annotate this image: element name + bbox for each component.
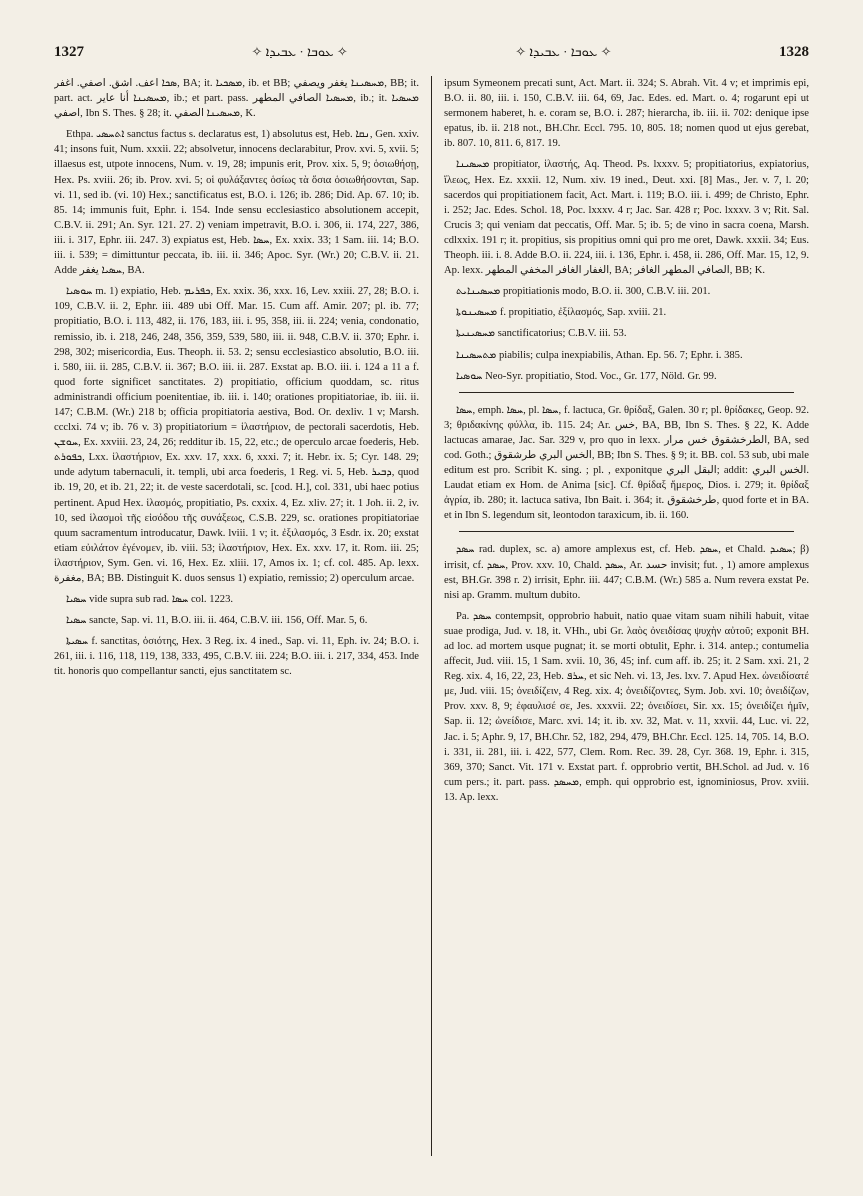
entry: ܚܘܣܝܐ Neo-Syr. propitiatio, Stod. Voc., Gr. 177, Nöld. Gr. 99.: [456, 370, 717, 382]
entry: ܡܚܣܝܢܝܬܐ sanctificatorius; C.B.V. iii. 53.: [456, 328, 627, 340]
entry: ipsum Symeonem precati sunt, Act. Mart. ii. 324; S. Abrah. Vit. 4 v; et imprimis epi, B.O. ii. 80, iii. i. 150, C.B.V. iii. 64, 69, Jac. Edes. ed. Mart. o. 4; rogarunt epi ut sermonem haberet, h. e. coram se, B.O. i. 287; hierarcha, ib. iii. ii. 702: denique ipse epatus, ib. ii. 218 not., BH.Chr. Eccl. 795. 10, 805. 18; nomen quod ut ejus gerebat, ib. 807. 10, 811. 6, 817. 19.: [444, 78, 809, 150]
page-header: [54, 40, 809, 64]
running-head-right: ✧ ܥܘܒܐ · ܥܒܝܕܐ ✧: [515, 44, 612, 59]
entry: ܡܬܚܣܝܢܐ piabilis; culpa inexpiabilis, Athan. Ep. 56. 7; Ephr. i. 385.: [456, 349, 743, 361]
entry: ܚܣܝܐ sancte, Sap. vi. 11, B.O. iii. ii. 464, C.B.V. iii. 156, Off. Mar. 5, 6.: [66, 615, 368, 627]
running-head-left: ✧ ܥܘܒܐ · ܥܒܝܕܐ ✧: [251, 44, 348, 59]
entry: ܚܣܝܬܐ f. sanctitas, ὁσιότης, Hex. 3 Reg. ix. 4 ined., Sap. vi. 11, Eph. iv. 24; B.O. i. 261, iii. i. 116, 118, 119, 138, 333, 495, C.B.V. iii. 224; B.O. iii. i. 217, 334, 453. Inde tit. honoris quo compellantur sancti, ejus sanctitatem sc.: [54, 636, 419, 678]
entry: ܚܘܣܝܐ m. 1) expiatio, Heb. ܟܦܪܝܡ, Ex. xxix. 36, xxx. 16, Lev. xxiii. 27, 28; B.O. i. 109, C.B.V. ii. 2, Ephr. iii. 489 ubi Off. Mar. 15. Cum aff. Amir. 207; pl. ib. 77; propitiatio, B.O. i. 113, 482, ii. 176, 183, iii. i. 95, 358, iii. ii. 224; venia, condonatio, remissio, ib. i. 218, 246, 248, 356, 359, 539, 580, iii. ii. 948, C.B.V. ii. 370; Ephr. i. 298, 302; misericordia, Eus. Theoph. ii. 53. 2; sensu ecclesiastico absolutio, B.O. iii. i. 580, iii. ii. 285, C.B.V. ii. 367; B.O. iii. ii. 287. Exstat ap. B.O. iii. i. 124 a 11 a f. quod forte significet sanctitates. 2) propitiatio, officium quoddam, sc. ritus administrandi officium poenitentiae, ib. iii. i. 140; orationes propitiatoriae, ib. iii. ii. 147; C.B.M. (Wr.) 218 b; officia propitiatoria aestiva, Bod. Or. dexliv. 1 v; Marsh. ccclxi. 74 v; ib. 76 v. 3) propitiatorium = ἱλαστήριον, de pectorali sacerdotis, Heb. ܚܘܫܢ, Ex. xxviii. 23, 24, 26; redditur ib. 15, 22, etc.; de operculo arcae foederis, Heb. ܟܦܘܪܬ, Lxx. ἱλαστήριον, Ex. xxv. 17, xxx. 6, xxxi. 7; it. Hebr. ix. 5; Cyr. 148. 29; unde adytum tabernaculi, it. templi, ubi arca foederis, 1 Reg. vi. 5, Heb. ܕܒܝܪ, quod ib. 19, 20, et ib. 21, 22; it. de veste sacerdotali, sc. [cod. H.], col. 331, ubi haec potius pertinent. Apud Hex. ἱλασμός, propitiatio, Ps. cxxix. 4, Ez. xliv. 27; it. 1 Joh. ii. 2, iv. 10, sed ἱλασμοὶ τῆς εἰσόδου τῆς συνάξεως, C.S.B. 229, sc. orationes propitiatoriae quum sacramentum introducatur, Dawk. lviii. 1 v; it. ἐξιλασμός, 3 Esdr. ix. 20; exstat etiam εὐιλάτον ἐγένομεν, ib. viii. 53; ἱλαστήριον, Hex. Ex. xxv. 17, it. Rom. iii. 25; ἱλαστήριον, Sym. Gen. vi. 16, Hex. Ez. xliii. 17, Amos ix. 1; cf. col. 485. Ap. lexx. مغفرة, BA; BB. Distinguit K. duos sensus 1) expiatio, remissio; 2) operculum arcae.: [54, 286, 419, 584]
column-divider: [431, 76, 432, 1156]
page-number-left: 1327: [54, 43, 84, 60]
left-column: [54, 76, 419, 1156]
page-number-right: 1328: [778, 43, 809, 60]
entry: ܡܚܣܝܢܐ propitiator, ἱλαστής, Aq. Theod. Ps. lxxxv. 5; propitiatorius, expiatorius, ἵλεως, Hex. Ez. xxxii. 12, Num. xiv. 19 ined., Deut. xxi. [8] Mas., Jer. v. 7, l. 20; sacerdos qui propitiationem facit, Act. Mart. i. 119; B.O. iii. i. 499; de Christo, Ephr. i. 252; Jac. Edes. Schol. 18, Poc. lxxxv. 4 r; Jac. Sar. 428 r; Poc. lxxxv. 3 v; Rit. Sal. Crucis 3; qui veniam dat peccatis, Off. Mar. 5; ib. 5; de vino in sacra coena, Marsh. cdlxxix. 191 r; it. propitius, sis propitius omni qui pro me oret, Dawk. xxxii. 34; Eus. Theoph. iii. i. 8. Adde B.O. ii. 224, iii. i. 136, Ephr. i. 458, ii. 286, Off. Mar. 15, 12, 9. Ap. lexx. الغفار الغافر المخفي المطهر, BA; الصافي المطهر الغافر, BB; K.: [444, 159, 809, 277]
entry-separator: [459, 392, 795, 393]
entry: ܚܣܝܐ vide supra sub rad. ܚܣܐ col. 1223.: [66, 594, 234, 606]
entry: ܡܚܣܝܢܐܝܬ propitiationis modo, B.O. ii. 300, C.B.V. iii. 201.: [456, 286, 711, 298]
entry: ܚܣܐ, emph. ܚܣܐ, pl. ܚܣܐ, f. lactuca, Gr. θρίδαξ, Galen. 30 r; pl. θρίδακες, Geop. 92. 3; θριδακίνης φύλλα, ib. 115. 24; Ar. خس, BA, BB, Ibn S. Thes. § 22, K. Adde lactucas amarae, Jac. Sar. 329 v, pro quo in lexx. الطرخشقوق خس مرار, BA, sed cod. Goth.; الخس البري طرشقوق, BB; Ibn S. Thes. § 9; it. BB. col. 53 sub, ubi male editum est pro. Scribit K. sing. ; pl. , exponitque البقل البري; addit: الخس البري. Laudat etiam ex Hom. de Anima [sic]. Cf. θρίδαξ ἥμερος, Dios. i. 279; it. θρίδαξ ἀγρία, ib. 280; it. lactuca sativa, Ibn Bait. i. 364; it. طرخشقوق, quod forte et in BA. et in Ibn S. legendum sit, leontodon taraxicum, ib. ii. 160.: [444, 404, 809, 522]
dictionary-columns: [54, 76, 809, 1156]
entry-separator: [459, 531, 795, 532]
entry: Pa. ܚܣܕ contempsit, opprobrio habuit, natio quae vitam suam nihili habuit, vitae suae prodiga, Jud. v. 18, it. VHh., ubi Gr. λαὸς ὀνειδίσας ψυχὴν αὐτοῦ; exponit BH. ad loc. ad mortem usque pugnat; it. se morti obtulit, Ephr. i. 314. antep.; contumelia affecit, Jud. viii. 15, 1 Sam. xvii. 10, 36, 45; inf. cum aff. ib. 25; it. 2 Sam. xxi. 21, 2 Reg. xix. 4, 16, 22, 23, Heb. ܚܪܦ, et sic Neh. vi. 13, Jes. lxv. 7. Apud Hex. ὠνειδίσατέ με, Jud. viii. 15; ὀνειδίζειν, 4 Reg. xix. 4; ὀνειδίζοντες, Sym. Job. xvi. 10; ὀνειδίζων, Prov. xxv. 8, 9; ἐφαυλισέ σε, Jes. xxxvii. 22; ὀνειδίσει, Sir. xx. 15; ὀνειδίζει ἡμῖν, Sap. ii. 12; ὠνείδισε, Marc. xvi. 14; it. ib. xv. 32, Mat. v. 11, xxvii. 44, Luc. vi. 22, Jac. i. 5; Aphr. 9, 17, BH.Chr. 52, 182, 294, 479, BH.Chr. Eccl. 125. 14, 705. 14, B.O. i. 331, ii. 281, iii. i. 422, 577, Clem. Rom. Rec. 39. 28, Cyr. 368. 19, Ephr. i. 315, 369, 370; Sanct. Vit. 171 v. Exstat part. f. opprobrio vertit, BH.Schol. ad Jud. v. 16 cum pers.; it. part. pass. ܡܚܣܕ, emph. qui opprobrio est, ignominiosus, Prov. xviii. 13. Ap. lexx.: [444, 610, 809, 803]
entry: Ethpa. ܐܬܚܣܝ sanctus factus s. declaratus est, 1) absolutus est, Heb. ܢܩܐ, Gen. xxiv. 41; insons fuit, Num. xxxii. 22; absolvetur, innocens declarabitur, Prov. xvi. 5, xvii. 5; illaesus est, utpote innocens, Num. v. 19, 28; impunis erit, Prov. xix. 5, 9; ὁσιωθήσῃ, Hex. Ps. xviii. 26; ib. Prov. xvi. 5; οἱ φυλάξαντες ὁσίως τὰ ὅσια ὁσιωθήσονται, Sap. vi. 11, sed ib. (vi. 10) Hex.; sanctificatus est, B.O. i. 126; ib. 286; Did. Ap. 67. 10; ib. 85. 14; immunis fuit, Ephr. i. 154. Inde sensu ecclesiastico absolutionem accepit, C.B.V. ii. 291; An. Syr. 121. 27. 2) veniam impetravit, B.O. i. 306, ii. 174, 227, 386, iii. i. 317, Ephr. iii. 247. 3) expiatus est, Heb. ܚܣܐ, Ex. xxix. 33; 1 Sam. iii. 14; B.O. iii. i. 539; = dimittuntur peccata, ib. iii. ii. 346; Apoc. Syr. (Wr.) 20; C.B.V. ii. 21. Adde ܚܣܝܐ يغفر, BA.: [54, 129, 419, 277]
entry: ܡܚܣܝܢܘܬܐ f. propitiatio, ἐξίλασμός, Sap. xviii. 21.: [456, 307, 667, 319]
right-column: [444, 76, 809, 1156]
entry: ܣܟܐ اعف. اشق. اصفي. اغفر, BA; it. ܡܣܟܝܐ, ib. et BB; ܡܚܣܝܢܐ يغفر ويصفي, BB; it. part. act. ܡܚܣܝܢܐ أنا عاير, ib.; et part. pass. ܡܚܣܝܐ الصافي المطهر, ib.; it. ܡܚܣܝܐ اصفي, Ibn S. Thes. § 28; it. ܡܚܣܝܢܐ الصفي, K.: [54, 78, 419, 120]
entry: ܚܣܕ rad. duplex, sc. a) amore amplexus est, cf. Heb. ܚܣܕ, et Chald. ܚܣܝܕ; β) irrisit, cf. ܚܣܕ, Prov. xxv. 10, Chald. ܚܣܕ, Ar. حسد invisit; fut. , 1) amore amplexus est, BH.Gr. 398 r. 2) irrisit, Ephr. iii. 447; C.B.M. (Wr.) 585 a. Num revera exstat Pe. nisi ap. Gramm. multum dubito.: [444, 544, 809, 601]
